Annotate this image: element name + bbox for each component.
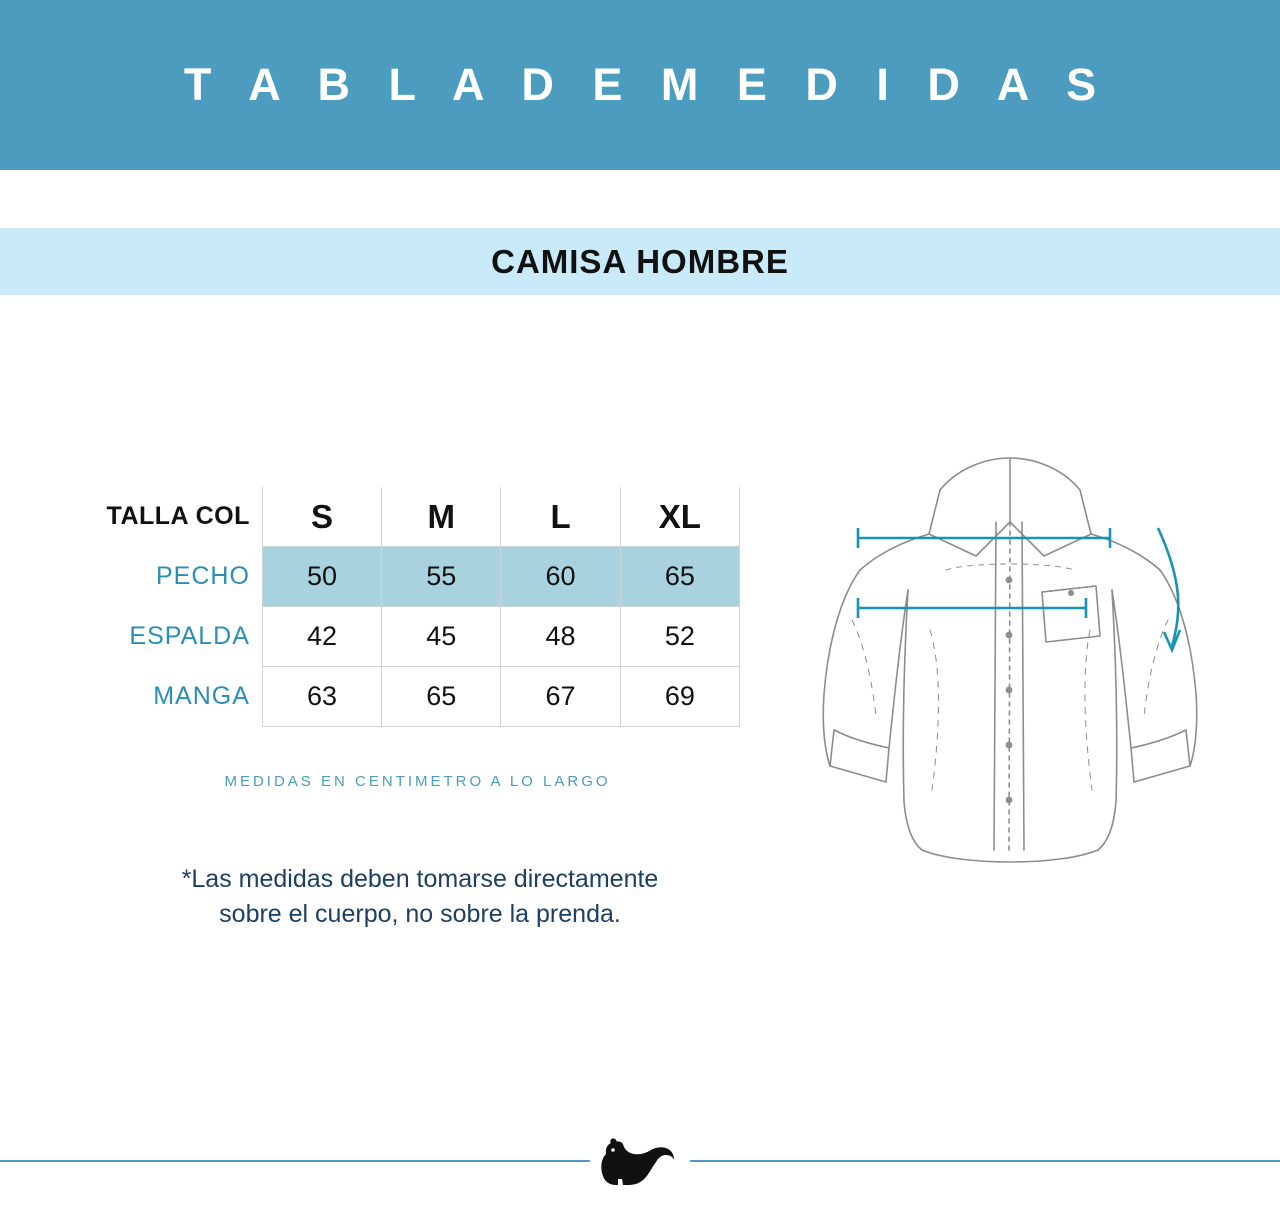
- row-label-manga: MANGA: [153, 682, 250, 710]
- footnote-line-1: *Las medidas deben tomarse directamente: [181, 865, 659, 893]
- size-header-l: L: [501, 487, 620, 547]
- mens-shirt-diagram: [790, 430, 1230, 880]
- size-header-m: M: [382, 487, 501, 547]
- table-header-row: [90, 487, 740, 547]
- table-units-note: MEDIDAS EN CENTIMETRO A LO LARGO: [224, 773, 611, 790]
- size-header-s: S: [262, 487, 381, 547]
- footer-divider-left: [0, 1160, 590, 1162]
- table-corner-label: TALLA COL: [106, 502, 250, 531]
- footer: [0, 1130, 1280, 1190]
- page-title: T A B L A D E M E D I D A S: [183, 59, 1110, 110]
- cell-pecho-l: 60: [501, 547, 620, 607]
- footnote-line-2: sobre el cuerpo, no sobre la prenda.: [219, 900, 621, 928]
- size-table: [90, 487, 740, 727]
- cell-manga-l: 67: [501, 667, 620, 727]
- header-band: [0, 0, 1280, 170]
- table-row: [90, 667, 740, 727]
- sleeve-length-arrow: [1158, 528, 1178, 646]
- cell-espalda-xl: 52: [620, 607, 739, 667]
- subtitle-band: [0, 228, 1280, 295]
- cell-pecho-s: 50: [262, 547, 381, 607]
- size-table-container: [90, 487, 745, 727]
- cell-manga-m: 65: [382, 667, 501, 727]
- cell-pecho-m: 55: [382, 547, 501, 607]
- garment-name: CAMISA HOMBRE: [491, 242, 789, 280]
- cell-pecho-xl: 65: [620, 547, 739, 607]
- measurement-footnote: [90, 862, 750, 932]
- table-row: [90, 607, 740, 667]
- cell-espalda-m: 45: [382, 607, 501, 667]
- cell-espalda-l: 48: [501, 607, 620, 667]
- cell-manga-s: 63: [262, 667, 381, 727]
- size-header-xl: XL: [620, 487, 739, 547]
- cell-espalda-s: 42: [262, 607, 381, 667]
- table-row: [90, 547, 740, 607]
- row-label-pecho: PECHO: [155, 562, 250, 590]
- capybara-logo: [596, 1130, 684, 1190]
- cell-manga-xl: 69: [620, 667, 739, 727]
- footer-divider-right: [690, 1160, 1280, 1162]
- row-label-espalda: ESPALDA: [129, 622, 250, 650]
